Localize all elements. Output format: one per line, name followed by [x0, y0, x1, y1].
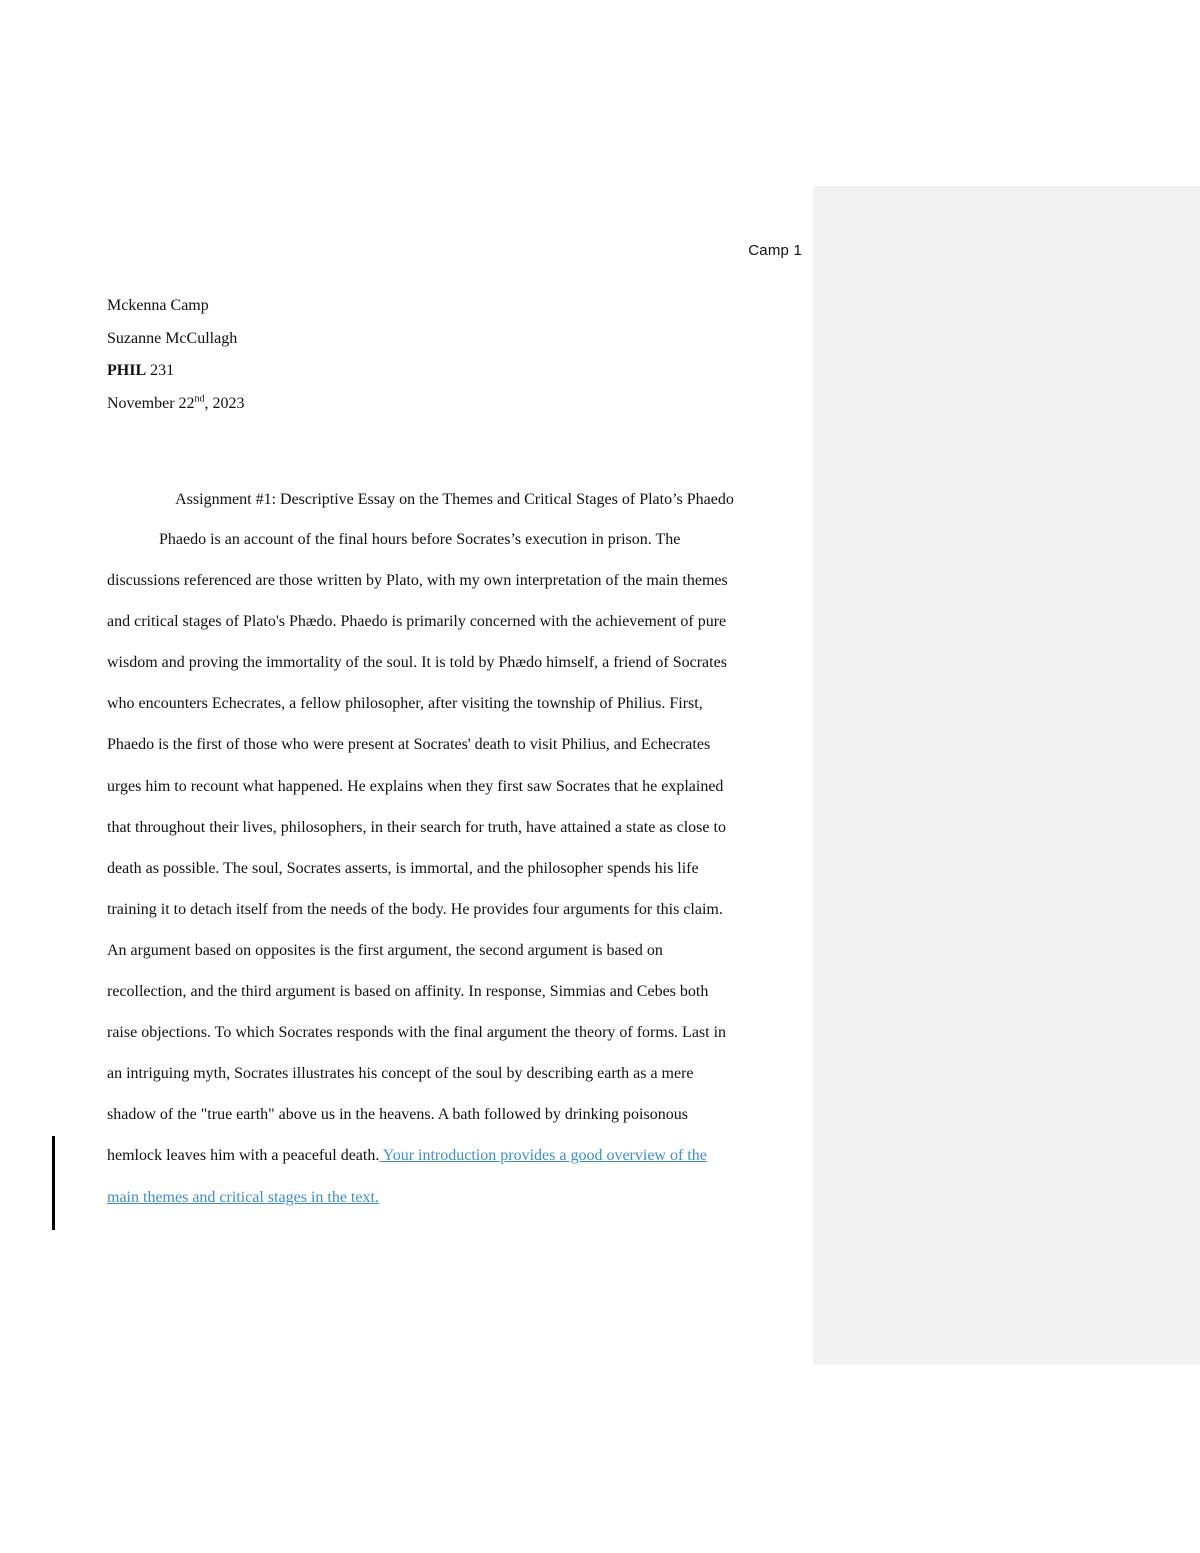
inserted-comment-text[interactable]: main themes and critical stages in the text.	[107, 1188, 379, 1206]
body-line: discussions referenced are those written by Plato, with my own interpretation of the main themes	[107, 572, 728, 590]
essay-title: Assignment #1: Descriptive Essay on the Themes and Critical Stages of Plato’s Phaedo	[175, 491, 734, 508]
running-head: Camp 1	[748, 242, 802, 259]
mla-heading	[107, 294, 245, 424]
comment-margin-pane	[813, 186, 1200, 1365]
date-suffix: , 2023	[204, 394, 245, 412]
body-line: and critical stages of Plato's Phædo. Phaedo is primarily concerned with the achievement of pure	[107, 613, 727, 631]
body-line: recollection, and the third argument is based on affinity. In response, Simmias and Cebes both	[107, 983, 709, 1001]
essay-body	[107, 519, 802, 1218]
course-code: PHIL	[107, 362, 147, 379]
body-line: Phaedo is an account of the final hours before Socrates’s execution in prison. The	[159, 531, 681, 548]
student-name: Mckenna Camp	[107, 297, 209, 314]
date-superscript: nd	[194, 393, 205, 405]
body-line: who encounters Echecrates, a fellow philosopher, after visiting the township of Philius. First,	[107, 695, 703, 713]
comment-line	[107, 1177, 802, 1218]
body-line: training it to detach itself from the needs of the body. He provides four arguments for this claim.	[107, 900, 723, 918]
tracked-change-bar	[52, 1136, 55, 1230]
inserted-comment-text[interactable]: Your introduction provides a good overview of the	[379, 1147, 707, 1165]
body-line: shadow of the "true earth" above us in the heavens. A bath followed by drinking poisonous	[107, 1106, 688, 1124]
body-line: urges him to recount what happened. He explains when they first saw Socrates that he explained	[107, 777, 724, 795]
body-line: Phaedo is the first of those who were present at Socrates' death to visit Philius, and Echecrates	[107, 736, 711, 754]
body-line: an intriguing myth, Socrates illustrates his concept of the soul by describing earth as a mere	[107, 1065, 694, 1083]
body-line: raise objections. To which Socrates responds with the final argument the theory of forms. Last in	[107, 1024, 727, 1042]
body-line: An argument based on opposites is the first argument, the second argument is based on	[107, 941, 663, 959]
body-line-with-comment	[107, 1135, 802, 1176]
body-line: that throughout their lives, philosophers, in their search for truth, have attained a state as close to	[107, 818, 726, 836]
course-line	[107, 359, 245, 392]
date-prefix: November 22	[107, 394, 195, 412]
body-line: wisdom and proving the immortality of the soul. It is told by Phædo himself, a friend of Socrates	[107, 654, 727, 672]
body-line-text: hemlock leaves him with a peaceful death.	[107, 1147, 380, 1165]
body-line: death as possible. The soul, Socrates asserts, is immortal, and the philosopher spends his life	[107, 859, 699, 877]
date-line	[107, 392, 245, 425]
instructor-name: Suzanne McCullagh	[107, 329, 238, 347]
course-number: 231	[146, 362, 175, 379]
